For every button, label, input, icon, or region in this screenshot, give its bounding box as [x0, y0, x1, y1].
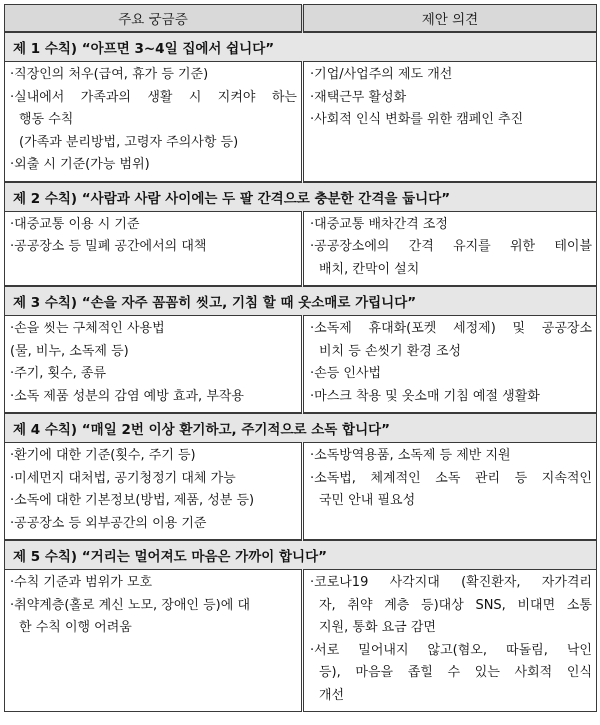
- rule-content-row: [5, 443, 597, 541]
- question-line: 행동 수칙: [19, 112, 74, 127]
- suggestions-cell: [303, 316, 597, 414]
- suggestion-line: ·재택근무 활성화: [310, 89, 407, 105]
- rule-title: 제 1 수칙) “아프면 3~4일 집에서 쉽니다”: [5, 32, 597, 62]
- rule-title: 제 5 수칙) “거리는 멀어져도 마음은 가까이 합니다”: [5, 540, 597, 570]
- question-line: ·취약계층(홀로 계신 노모, 장애인 등)에 대: [10, 597, 250, 613]
- suggestion-line: ·대중교통 배차간격 조정: [310, 216, 448, 232]
- header-main-questions: 주요 궁금증: [5, 5, 303, 33]
- suggestion-line: 국민 안내 필요성: [319, 493, 416, 508]
- rule-title-row: [5, 540, 597, 570]
- suggestion-line: ·소독제 휴대화(포켓 세정제) 및 공공장소: [310, 321, 592, 336]
- rule-content-row: [5, 570, 597, 712]
- question-line: ·미세먼지 대처법, 공기청정기 대체 가능: [10, 470, 236, 486]
- suggestion-line: 개선: [319, 687, 345, 703]
- rule-title-row: [5, 32, 597, 62]
- header-suggestions: 제안 의견: [303, 5, 597, 33]
- suggestion-line: ·공공장소에의 간격 유지를 위한 테이블: [310, 239, 592, 254]
- rule-title: 제 4 수칙) “매일 2번 이상 환기하고, 주기적으로 소독 합니다”: [5, 413, 597, 443]
- suggestion-line: ·서로 밀어내지 않고(혐오, 따돌림, 낙인: [310, 642, 592, 658]
- question-line: ·주기, 횟수, 종류: [10, 366, 107, 381]
- rule-title: 제 2 수칙) “사람과 사람 사이에는 두 팔 간격으로 충분한 간격을 둡니다”: [5, 182, 597, 212]
- suggestions-cell: [303, 211, 597, 286]
- suggestion-line: 등), 마음을 좁힐 수 있는 사회적 인식: [319, 665, 592, 680]
- question-line: ·수칙 기준과 범위가 모호: [10, 575, 153, 590]
- question-line: 한 수칙 이행 어려움: [19, 620, 132, 635]
- rule-content-row: [5, 316, 597, 414]
- question-line: ·실내에서 가족과의 생활 시 지켜야 하는: [10, 89, 297, 105]
- questions-cell: [5, 62, 303, 182]
- question-line: (물, 비누, 소독제 등): [10, 343, 129, 359]
- document: [4, 4, 596, 712]
- rule-content-row: [5, 62, 597, 182]
- suggestion-line: ·코로나19 사각지대 (확진환자, 자가격리: [310, 575, 592, 590]
- suggestion-line: 비치 등 손씻기 환경 조성: [319, 343, 462, 359]
- question-line: (가족과 분리방법, 고령자 주의사항 등): [19, 134, 239, 150]
- question-line: ·대중교통 이용 시 기준: [10, 216, 140, 232]
- suggestion-line: ·사회적 인식 변화를 위한 캠페인 추진: [310, 112, 524, 127]
- questions-cell: [5, 316, 303, 414]
- question-line: ·공공장소 등 밀폐 공간에서의 대책: [10, 239, 207, 254]
- suggestion-line: 자, 취약 계층 등)대상 SNS, 비대면 소통: [319, 597, 592, 613]
- question-line: ·공공장소 등 외부공간의 이용 기준: [10, 515, 207, 531]
- question-line: ·소독 제품 성분의 감염 예방 효과, 부작용: [10, 388, 244, 404]
- guidelines-table: [4, 4, 597, 712]
- suggestion-line: ·기업/사업주의 제도 개선: [310, 67, 453, 82]
- rule-title: 제 3 수칙) “손을 자주 꼼꼼히 씻고, 기침 할 때 옷소매로 가립니다”: [5, 286, 597, 316]
- question-line: ·외출 시 기준(가능 범위): [10, 157, 150, 172]
- rule-content-row: [5, 211, 597, 286]
- suggestions-cell: [303, 443, 597, 541]
- rule-title-row: [5, 182, 597, 212]
- question-line: ·손을 씻는 구체적인 사용법: [10, 321, 165, 336]
- rule-title-row: [5, 286, 597, 316]
- suggestion-line: ·손등 인사법: [310, 366, 382, 381]
- suggestions-cell: [303, 570, 597, 712]
- questions-cell: [5, 443, 303, 541]
- suggestion-line: 지원, 통화 요금 감면: [319, 620, 436, 635]
- suggestion-line: ·마스크 착용 및 옷소매 기침 예절 생활화: [310, 388, 540, 404]
- questions-cell: [5, 211, 303, 286]
- question-line: ·직장인의 처우(급여, 휴가 등 기준): [10, 67, 209, 82]
- question-line: ·소독에 대한 기본정보(방법, 제품, 성분 등): [10, 493, 255, 508]
- question-line: ·환기에 대한 기준(횟수, 주기 등): [10, 448, 196, 463]
- suggestions-cell: [303, 62, 597, 182]
- table-body: [5, 32, 597, 712]
- suggestion-line: 배치, 칸막이 설치: [319, 261, 420, 277]
- rule-title-row: [5, 413, 597, 443]
- table-header-row: [5, 5, 597, 33]
- questions-cell: [5, 570, 303, 712]
- suggestion-line: ·소독방역용품, 소독제 등 제반 지원: [310, 448, 511, 463]
- suggestion-line: ·소독법, 체계적인 소독 관리 등 지속적인: [310, 470, 592, 486]
